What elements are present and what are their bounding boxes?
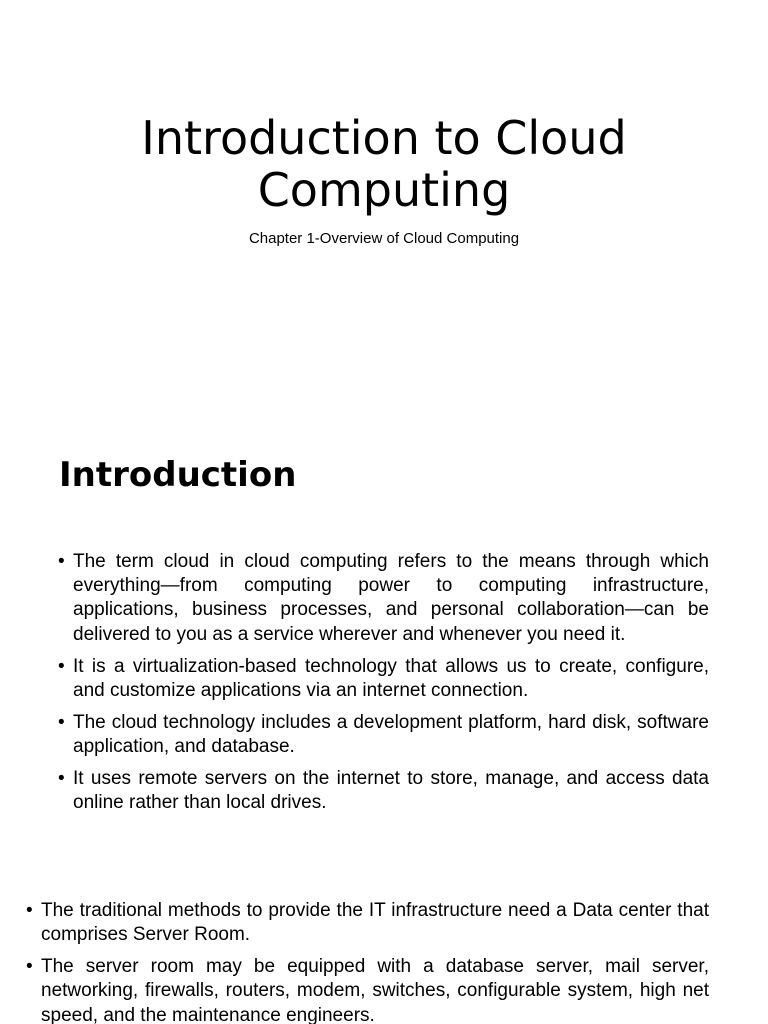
bullet-text: The traditional methods to provide the IT infrastructure need a Data center that comprises Server Room. <box>41 900 709 946</box>
bullet-icon: • <box>58 711 65 733</box>
bullet-icon: • <box>58 768 65 790</box>
bullet-item <box>26 899 709 947</box>
bullet-icon: • <box>26 956 33 978</box>
bullet-item <box>58 550 709 647</box>
bullet-item <box>58 711 709 759</box>
bullet-text: The server room may be equipped with a database server, mail server, networking, firewalls, routers, modem, switches, configurable system, high net speed, and the maintenance engineers. <box>41 956 709 1024</box>
bullet-icon: • <box>58 655 65 677</box>
introduction-heading: Introduction <box>59 455 297 495</box>
bullet-text: It uses remote servers on the internet to store, manage, and access data online rather than local drives. <box>73 768 709 814</box>
slide-title: Introduction to Cloud Computing <box>141 111 627 217</box>
bullet-item <box>58 767 709 815</box>
bullet-text: It is a virtualization-based technology that allows us to create, configure, and customize applications via an internet connection. <box>73 655 709 701</box>
bullet-text: The cloud technology includes a development platform, hard disk, software application, and database. <box>73 711 709 758</box>
introduction-bullet-list <box>58 550 709 823</box>
bullet-item <box>26 955 709 1024</box>
infrastructure-slide <box>0 840 768 1024</box>
bullet-icon: • <box>58 551 65 572</box>
introduction-slide <box>0 400 768 840</box>
bullet-icon: • <box>26 900 33 921</box>
slide-subtitle: Chapter 1-Overview of Cloud Computing <box>248 230 520 247</box>
title-slide <box>0 0 768 400</box>
infrastructure-bullet-list <box>26 899 709 1024</box>
bullet-item <box>58 655 709 703</box>
bullet-text: The term cloud in cloud computing refers to the means through which everything—from computing power to computing infrastructure, applications, business processes, and personal collaboration—can be delivered to you as a service wherever and whenever you need it. <box>73 551 709 645</box>
